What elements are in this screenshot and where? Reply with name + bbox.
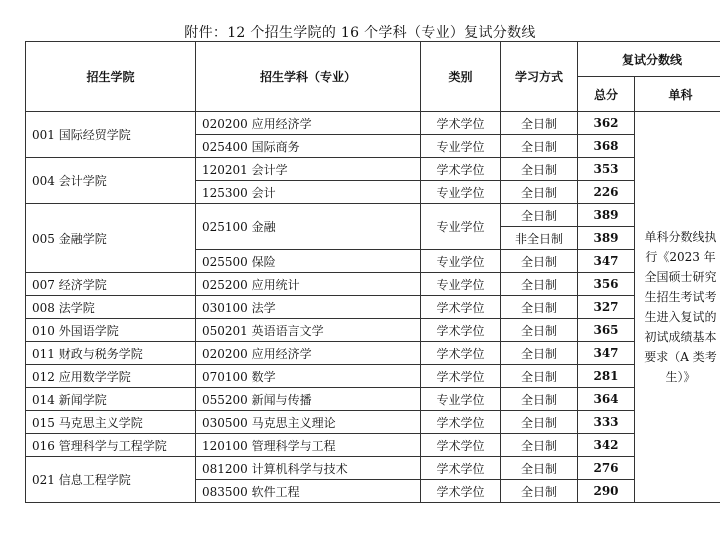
table-row [26,204,720,227]
study-mode-cell: 全日制 [501,135,578,158]
header-total: 总分 [578,77,635,112]
subject-cell: 125300 会计 [196,181,421,204]
college-cell: 001 国际经贸学院 [26,112,196,158]
subject-cell: 025500 保险 [196,250,421,273]
header-single: 单科 [635,77,720,112]
college-cell: 008 法学院 [26,296,196,319]
college-cell: 007 经济学院 [26,273,196,296]
study-mode-cell: 非全日制 [501,227,578,250]
total-score-cell: 365 [578,319,635,342]
study-mode-cell: 全日制 [501,388,578,411]
study-mode-cell: 全日制 [501,296,578,319]
type-cell: 学术学位 [421,342,501,365]
type-cell: 学术学位 [421,480,501,503]
college-cell: 016 管理科学与工程学院 [26,434,196,457]
subject-cell: 055200 新闻与传播 [196,388,421,411]
total-score-cell: 368 [578,135,635,158]
table-row [26,457,720,480]
subject-cell: 025100 金融 [196,204,421,250]
study-mode-cell: 全日制 [501,181,578,204]
subject-cell: 025400 国际商务 [196,135,421,158]
college-cell: 014 新闻学院 [26,388,196,411]
college-cell: 012 应用数学学院 [26,365,196,388]
table-row [26,112,720,135]
type-cell: 学术学位 [421,296,501,319]
study-mode-cell: 全日制 [501,319,578,342]
study-mode-cell: 全日制 [501,250,578,273]
table-row [26,296,720,319]
study-mode-cell: 全日制 [501,457,578,480]
total-score-cell: 356 [578,273,635,296]
college-cell: 015 马克思主义学院 [26,411,196,434]
study-mode-cell: 全日制 [501,434,578,457]
subject-cell: 050201 英语语言文学 [196,319,421,342]
study-mode-cell: 全日制 [501,480,578,503]
total-score-cell: 276 [578,457,635,480]
header-type: 类别 [421,42,501,112]
subject-cell: 083500 软件工程 [196,480,421,503]
type-cell: 专业学位 [421,135,501,158]
subject-cell: 120100 管理科学与工程 [196,434,421,457]
table-row [26,365,720,388]
study-mode-cell: 全日制 [501,158,578,181]
type-cell: 学术学位 [421,319,501,342]
type-cell: 学术学位 [421,411,501,434]
total-score-cell: 364 [578,388,635,411]
header-college: 招生学院 [26,42,196,112]
study-mode-cell: 全日制 [501,112,578,135]
total-score-cell: 389 [578,204,635,227]
total-score-cell: 342 [578,434,635,457]
type-cell: 学术学位 [421,158,501,181]
table-row [26,388,720,411]
single-subject-note: 单科分数线执行《2023 年全国硕士研究生招生考试考生进入复试的初试成绩基本要求（A 类考生）》 [635,112,720,503]
page-title: 附件：12 个招生学院的 16 个学科（专业）复试分数线 [184,25,536,41]
header-study-mode: 学习方式 [501,42,578,112]
table-row [26,273,720,296]
college-cell: 010 外国语学院 [26,319,196,342]
college-cell: 005 金融学院 [26,204,196,273]
total-score-cell: 362 [578,112,635,135]
total-score-cell: 281 [578,365,635,388]
total-score-cell: 389 [578,227,635,250]
total-score-cell: 347 [578,342,635,365]
table-row [26,319,720,342]
header-score-group: 复试分数线 [578,42,720,77]
type-cell: 学术学位 [421,112,501,135]
total-score-cell: 347 [578,250,635,273]
study-mode-cell: 全日制 [501,204,578,227]
subject-cell: 030100 法学 [196,296,421,319]
type-cell: 专业学位 [421,204,501,250]
type-cell: 学术学位 [421,434,501,457]
type-cell: 专业学位 [421,181,501,204]
table-row [26,411,720,434]
study-mode-cell: 全日制 [501,342,578,365]
table-row [26,158,720,181]
type-cell: 专业学位 [421,273,501,296]
total-score-cell: 290 [578,480,635,503]
subject-cell: 120201 会计学 [196,158,421,181]
subject-cell: 025200 应用统计 [196,273,421,296]
table-row [26,342,720,365]
subject-cell: 020200 应用经济学 [196,342,421,365]
table-body [26,112,720,503]
study-mode-cell: 全日制 [501,273,578,296]
total-score-cell: 333 [578,411,635,434]
total-score-cell: 353 [578,158,635,181]
type-cell: 专业学位 [421,388,501,411]
study-mode-cell: 全日制 [501,411,578,434]
subject-cell: 070100 数学 [196,365,421,388]
study-mode-cell: 全日制 [501,365,578,388]
type-cell: 学术学位 [421,457,501,480]
college-cell: 021 信息工程学院 [26,457,196,503]
type-cell: 学术学位 [421,365,501,388]
college-cell: 004 会计学院 [26,158,196,204]
subject-cell: 020200 应用经济学 [196,112,421,135]
score-table [25,41,720,503]
subject-cell: 081200 计算机科学与技术 [196,457,421,480]
total-score-cell: 226 [578,181,635,204]
subject-cell: 030500 马克思主义理论 [196,411,421,434]
table-row [26,434,720,457]
header-subject: 招生学科（专业） [196,42,421,112]
total-score-cell: 327 [578,296,635,319]
college-cell: 011 财政与税务学院 [26,342,196,365]
type-cell: 专业学位 [421,250,501,273]
